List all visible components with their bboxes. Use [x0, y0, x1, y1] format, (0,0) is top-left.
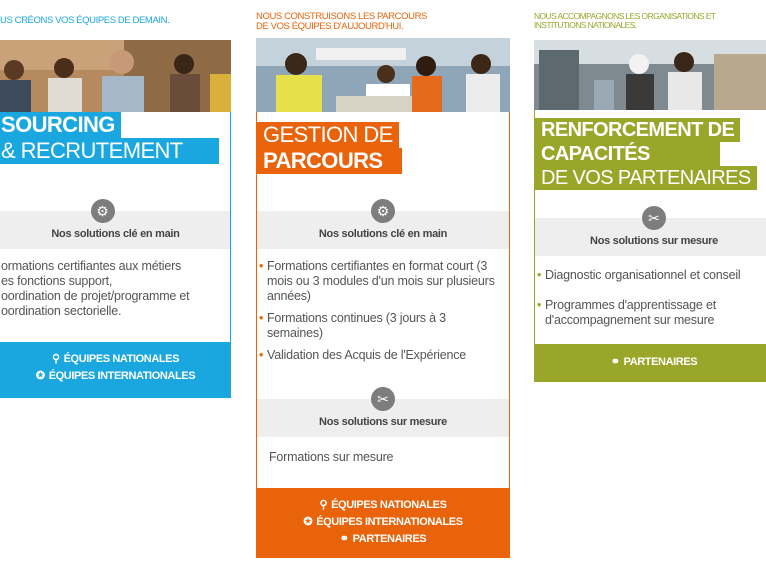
column-heading: NOUS CONSTRUISONS LES PARCOURS DE VOS ÉQUIPES D'AUJOURD'HUI.: [256, 11, 427, 32]
card-renforcement: [534, 110, 766, 382]
list-item: ormations certifiantes aux métiers: [1, 259, 182, 273]
photo-image: [0, 40, 231, 112]
title-line-1: SOURCING: [0, 112, 121, 138]
section-label: Nos solutions clé en main: [51, 228, 180, 240]
photo-image: [256, 38, 510, 112]
title-line-1: RENFORCEMENT DE: [535, 118, 740, 142]
footer-targets: [534, 344, 766, 382]
photo-image: [534, 40, 766, 110]
handshake-icon: ⚭: [339, 533, 349, 545]
photo-partners: [534, 40, 766, 110]
section-label: Nos solutions sur mesure: [590, 235, 718, 247]
footer-item-national: ⚲ ÉQUIPES NATIONALES: [256, 497, 510, 514]
list-item: Formations sur mesure: [269, 450, 394, 464]
gear-icon: ⚙: [91, 199, 115, 223]
column-heading: US CRÉONS VOS ÉQUIPES DE DEMAIN.: [0, 15, 170, 26]
list-item: es fonctions support,: [1, 274, 113, 288]
location-pin-icon: ⚲: [319, 499, 328, 511]
globe-icon: ✪: [35, 370, 45, 382]
list-item: oordination de projet/programme et: [1, 289, 190, 303]
items-list: [535, 268, 766, 335]
column-heading: NOUS ACCOMPAGNONS LES ORGANISATIONS ET INSTITUTIONS NATIONALES.: [534, 11, 716, 30]
photo-team-meeting: [0, 40, 231, 112]
list-item: • Validation des Acquis de l'Expérience: [257, 348, 503, 363]
footer-item-national: ⚲ ÉQUIPES NATIONALES: [0, 351, 231, 368]
title-line-2: & RECRUTEMENT: [0, 138, 219, 164]
list-item: • Formations continues (3 jours à 3 semaines): [257, 311, 503, 341]
card-title: [535, 118, 757, 190]
items-list-custom: [257, 450, 509, 465]
section-label: Nos solutions sur mesure: [319, 416, 447, 428]
list-item: • Formations certifiantes en format court (3 mois ou 3 modules d'un mois sur plusieurs années): [257, 259, 503, 304]
footer-item-partners: ⚭ PARTENAIRES: [534, 354, 766, 371]
section-bar-turnkey: [0, 203, 230, 249]
section-label: Nos solutions clé en main: [318, 228, 448, 240]
section-bar-custom: [535, 210, 766, 256]
section-bar-turnkey: [257, 203, 509, 249]
footer-item-partners: ⚭ PARTENAIRES: [256, 531, 510, 548]
title-line-1: GESTION DE: [257, 122, 399, 148]
column-sourcing: [0, 0, 231, 576]
location-pin-icon: ⚲: [51, 353, 60, 365]
title-line-3: DE VOS PARTENAIRES: [535, 166, 757, 190]
gear-icon: ⚙: [371, 199, 395, 223]
footer-item-international: ✪ ÉQUIPES INTERNATIONALES: [0, 368, 231, 385]
title-line-2: CAPACITÉS: [535, 142, 720, 166]
title-line-2: PARCOURS: [257, 148, 402, 174]
list-item: • Diagnostic organisationnel et conseil: [535, 268, 766, 283]
scissors-icon: ✂: [642, 206, 666, 230]
footer-targets: [0, 342, 231, 398]
list-item: oordination sectorielle.: [1, 304, 122, 318]
items-list: [1, 259, 230, 319]
list-item: • Programmes d'apprentissage et d'accompagnement sur mesure: [535, 298, 766, 328]
scissors-icon: ✂: [371, 387, 395, 411]
items-list: [257, 259, 509, 370]
photo-training-session: [256, 38, 510, 112]
card-title: [257, 122, 402, 174]
globe-icon: ✪: [303, 516, 313, 528]
handshake-icon: ⚭: [610, 356, 620, 368]
footer-item-international: ✪ ÉQUIPES INTERNATIONALES: [256, 514, 510, 531]
section-bar-custom: [257, 391, 509, 437]
footer-targets: [256, 488, 510, 558]
column-renforcement: [534, 0, 766, 576]
column-gestion-parcours: [256, 0, 510, 576]
card-title: [0, 112, 219, 164]
